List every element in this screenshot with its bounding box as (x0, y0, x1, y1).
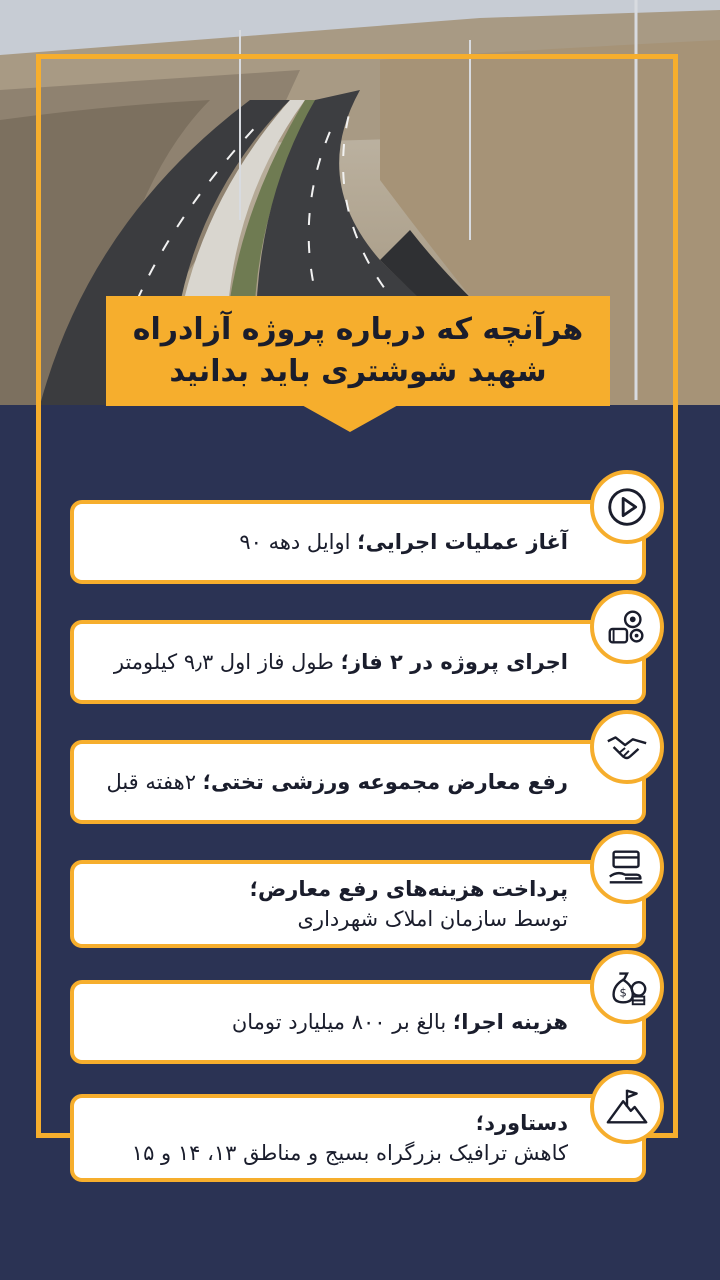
card-value: اوایل دهه ۹۰ (239, 530, 351, 554)
card-label: دستاورد؛ (475, 1111, 568, 1135)
card-value: طول فاز اول ۹٫۳ کیلومتر (113, 650, 334, 674)
money-bag-icon (590, 950, 664, 1024)
card-label: رفع معارض مجموعه ورزشی تختی؛ (202, 770, 568, 794)
card-label: پرداخت هزینه‌های رفع معارض؛ (249, 877, 568, 901)
info-card-obstacle (70, 740, 646, 824)
mountain-flag-icon (590, 1070, 664, 1144)
handshake-icon (590, 710, 664, 784)
payment-icon (590, 830, 664, 904)
title-line-1: هرآنچه که درباره پروژه آزادراه (132, 312, 584, 347)
info-card-payment (70, 860, 646, 948)
title-line-2: شهید شوشتری باید بدانید (169, 354, 547, 389)
play-icon (590, 470, 664, 544)
card-value: بالغ بر ۸۰۰ میلیارد تومان (231, 1010, 447, 1034)
page-title (106, 296, 610, 406)
card-value: ۲هفته قبل (106, 770, 196, 794)
info-card-cost (70, 980, 646, 1064)
title-pointer (300, 404, 400, 432)
info-card-achievement (70, 1094, 646, 1182)
info-card-phases (70, 620, 646, 704)
card-value: کاهش ترافیک بزرگراه بسیج و مناطق ۱۳، ۱۴ و ۱۵ (131, 1141, 568, 1165)
card-value: توسط سازمان املاک شهرداری (297, 907, 568, 931)
card-label: هزینه اجرا؛ (452, 1010, 568, 1034)
card-label: اجرای پروژه در ۲ فاز؛ (340, 650, 568, 674)
gears-icon (590, 590, 664, 664)
info-card-start (70, 500, 646, 584)
svg-text:$: $ (619, 985, 627, 1000)
card-label: آغاز عملیات اجرایی؛ (357, 530, 568, 554)
